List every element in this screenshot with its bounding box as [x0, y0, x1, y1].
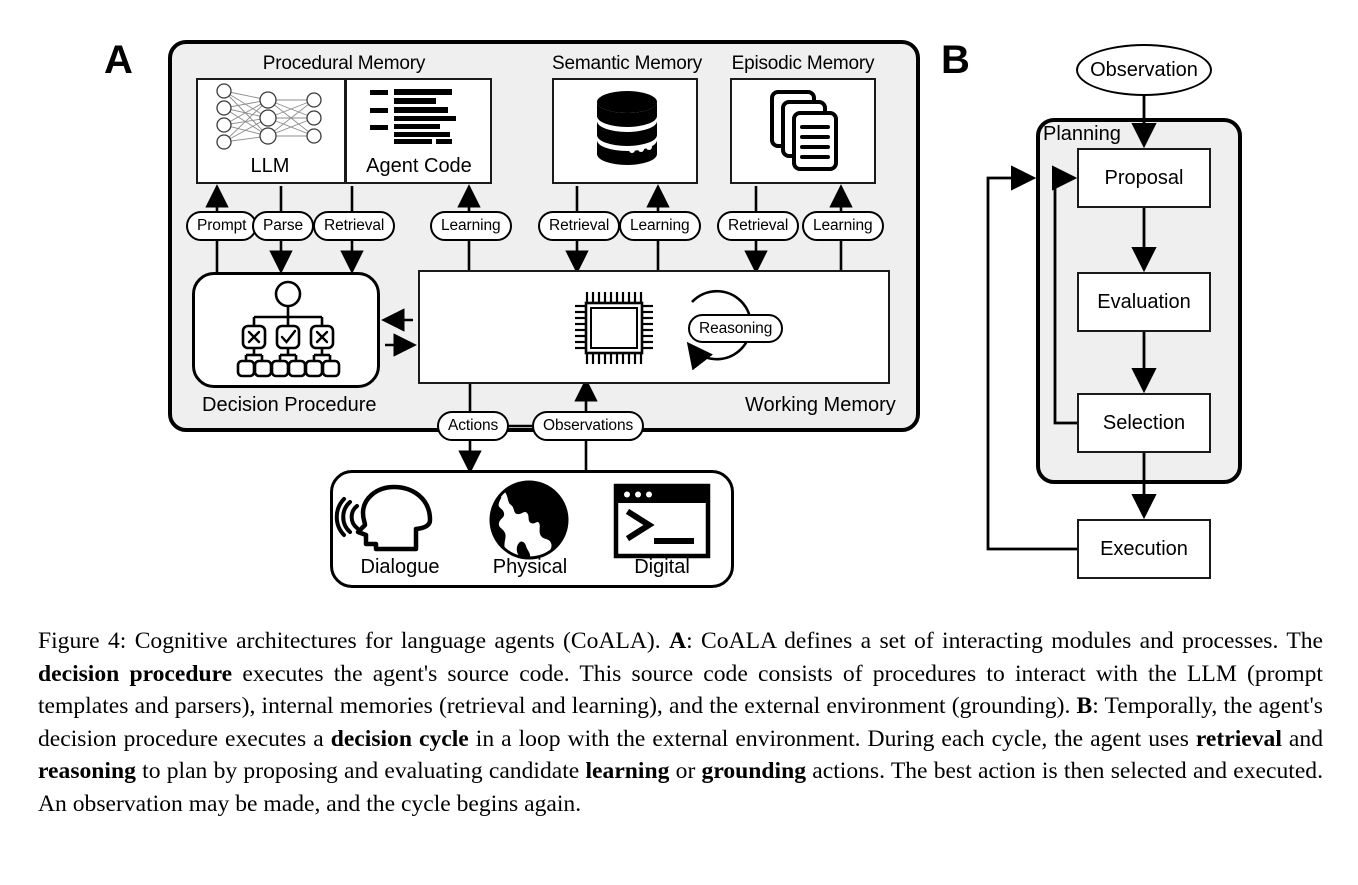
pill-retrieval-episodic[interactable]: Retrieval	[717, 211, 799, 241]
pill-actions[interactable]: Actions	[437, 411, 509, 441]
dialogue-caption: Dialogue	[360, 556, 440, 578]
episodic-memory-title: Episodic Memory	[731, 53, 875, 74]
pill-prompt[interactable]: Prompt	[186, 211, 257, 241]
planning-label: Planning	[1043, 123, 1121, 145]
execution-box[interactable]: Execution	[1077, 519, 1211, 579]
figure-caption: Figure 4: Cognitive architectures for language agents (CoALA). A: CoALA defines a set of interacting modules and processes. The decision procedure executes the agent's source code. This source code consists of procedures to interact with the LLM (prompt templates and parsers), internal memories (retrieval and learning), and the external environment (grounding). B: Temporally, the agent's decision procedure executes a decision cycle in a loop with the external environment. During each cycle, the agent uses retrieval and reasoning to plan by proposing and evaluating candidate learning or grounding actions. The best action is then selected and executed. An observation may be made, and the cycle begins again.	[38, 628, 1324, 817]
selection-box[interactable]: Selection	[1077, 393, 1211, 453]
pill-learning-semantic[interactable]: Learning	[619, 211, 701, 241]
semantic-memory-title: Semantic Memory	[552, 53, 703, 74]
pill-retrieval-procedural[interactable]: Retrieval	[313, 211, 395, 241]
working-memory-label: Working Memory	[745, 394, 896, 416]
agent-code-caption: Agent Code	[366, 155, 472, 177]
panel-a-letter: A	[104, 38, 133, 82]
evaluation-box[interactable]: Evaluation	[1077, 272, 1211, 332]
proposal-box[interactable]: Proposal	[1077, 148, 1211, 208]
pill-parse[interactable]: Parse	[252, 211, 314, 241]
observation-node[interactable]: Observation	[1076, 44, 1212, 96]
procedural-memory-title: Procedural Memory	[262, 53, 426, 74]
decision-procedure-label: Decision Procedure	[202, 394, 377, 416]
physical-caption: Physical	[492, 556, 568, 578]
pill-learning-procedural[interactable]: Learning	[430, 211, 512, 241]
pill-reasoning[interactable]: Reasoning	[688, 314, 783, 343]
pill-observations[interactable]: Observations	[532, 411, 644, 441]
digital-caption: Digital	[634, 556, 690, 578]
panel-b-letter: B	[941, 38, 970, 82]
pill-learning-episodic[interactable]: Learning	[802, 211, 884, 241]
pill-retrieval-semantic[interactable]: Retrieval	[538, 211, 620, 241]
llm-caption: LLM	[250, 155, 290, 177]
